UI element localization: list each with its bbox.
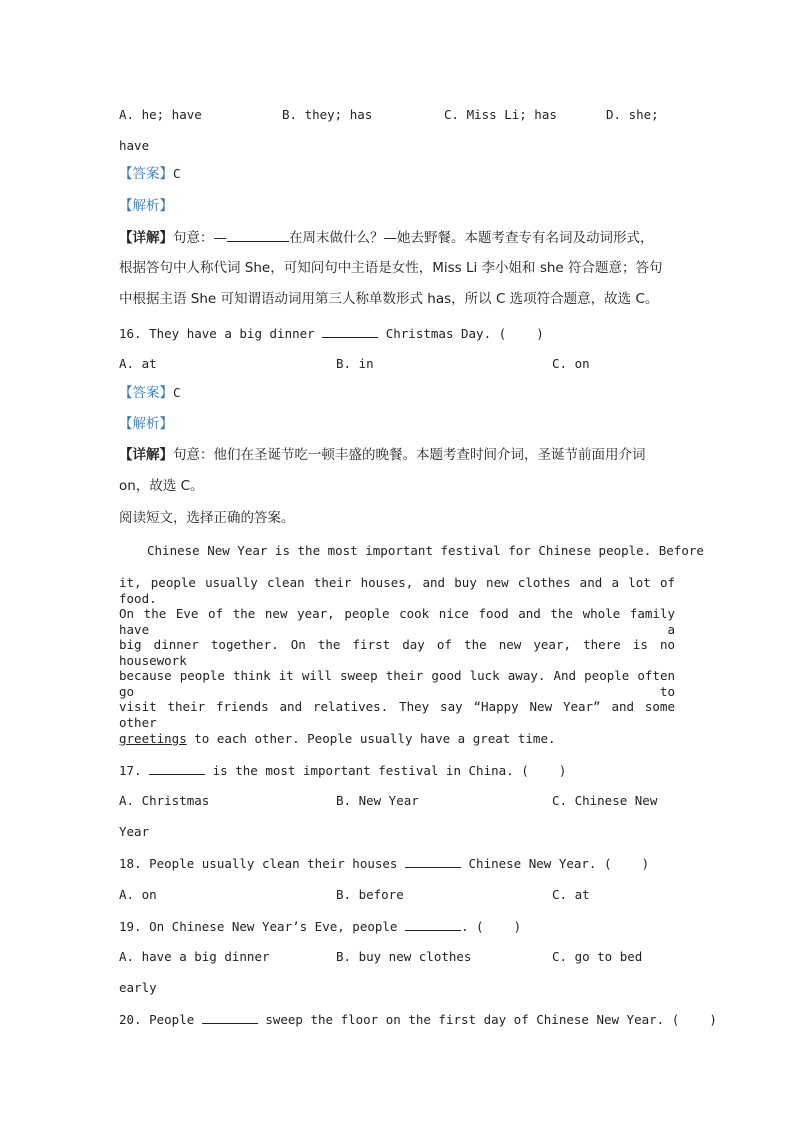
q17-option-wrap: Year [119, 824, 150, 839]
q20-stem [119, 1011, 717, 1028]
passage-text: to each other. People usually have a great time. [186, 731, 556, 746]
q16-stem [119, 325, 544, 342]
q15-option-a: A. he; have [119, 107, 202, 122]
q19-option-c: C. go to bed [552, 949, 643, 964]
q17-option-c: C. Chinese New [552, 793, 658, 808]
answer-value: C [173, 166, 181, 181]
passage-line-3: On the Eve of the new year, people cook nice food and the whole family have a [119, 606, 675, 637]
answer-blank [322, 325, 378, 338]
q18-option-b: B. before [336, 887, 404, 902]
q15-option-b: B. they; has [282, 107, 373, 122]
stem-text: 20. People [119, 1012, 195, 1027]
passage-line-4: big dinner together. On the first day of the new year, there is no housework [119, 637, 675, 668]
q16-analysis [119, 416, 173, 432]
detail-tag: 【详解】 [119, 447, 173, 463]
answer-tag: 【答案】 [119, 166, 173, 182]
q15-answer [119, 166, 181, 182]
answer-blank [405, 855, 461, 868]
q19-stem [119, 918, 521, 935]
answer-blank [149, 762, 205, 775]
answer-blank [405, 918, 461, 931]
q15-option-c: C. Miss Li; has [444, 107, 557, 122]
analysis-tag: 【解析】 [119, 416, 173, 432]
q19-option-b: B. buy new clothes [336, 949, 472, 964]
answer-value: C [173, 385, 181, 400]
analysis-tag: 【解析】 [119, 198, 173, 214]
detail-tag: 【详解】 [119, 230, 173, 246]
q17-stem [119, 762, 566, 779]
detail-text: 在周末做什么？—她去野餐。本题考查专有名词及动词形式， [289, 230, 654, 246]
q18-option-a: A. on [119, 887, 157, 902]
stem-text: . ( ) [460, 919, 522, 934]
q15-analysis [119, 198, 173, 214]
q19-option-wrap: early [119, 980, 157, 995]
stem-text: 19. On Chinese New Year’s Eve, people [119, 919, 398, 934]
stem-text: Christmas Day. ( ) [385, 326, 544, 341]
detail-text: 句意：— [173, 230, 227, 246]
q18-option-c: C. at [552, 887, 590, 902]
stem-text: Chinese New Year. ( ) [468, 856, 650, 871]
q15-option-wrap: have [119, 138, 150, 153]
detail-text: 句意：他们在圣诞节吃一顿丰盛的晚餐。本题考查时间介词，圣诞节前面用介词 [173, 447, 646, 463]
passage-line-2: it, people usually clean their houses, and buy new clothes and a lot of food. [119, 575, 675, 606]
q15-detail-line-1 [119, 229, 654, 246]
q17-option-b: B. New Year [336, 793, 419, 808]
q16-detail-line-1 [119, 447, 646, 463]
passage-line-7 [119, 731, 556, 747]
q16-detail-line-2: on，故选 C。 [119, 478, 204, 494]
passage-line-1: Chinese New Year is the most important festival for Chinese people. Before [147, 543, 704, 558]
passage-line-6: visit their friends and relatives. They say “Happy New Year” and some other [119, 699, 675, 730]
q15-detail-line-3: 中根据主语 She 可知谓语动词用第三人称单数形式 has，所以 C 选项符合题意，故选 C。 [119, 291, 659, 307]
q16-answer [119, 385, 181, 401]
stem-text: 16. They have a big dinner [119, 326, 315, 341]
q16-option-c: C. on [552, 356, 590, 371]
answer-blank [227, 229, 289, 242]
q15-detail-line-2: 根据答句中人称代词 She，可知问句中主语是女性，Miss Li 李小姐和 she 符合题意；答句 [119, 260, 663, 276]
stem-text: 18. People usually clean their houses [119, 856, 398, 871]
underlined-word: greetings [119, 731, 187, 746]
reading-instruction: 阅读短文，选择正确的答案。 [119, 510, 295, 526]
q19-option-a: A. have a big dinner [119, 949, 270, 964]
answer-tag: 【答案】 [119, 385, 173, 401]
q16-option-b: B. in [336, 356, 374, 371]
stem-text: is the most important festival in China. ( ) [212, 763, 567, 778]
stem-text: 17. [119, 763, 142, 778]
q16-option-a: A. at [119, 356, 157, 371]
passage-line-5: because people think it will sweep their good luck away. And people often go to [119, 668, 675, 699]
answer-blank [202, 1011, 258, 1024]
stem-text: sweep the floor on the first day of Chinese New Year. ( ) [265, 1012, 717, 1027]
q17-option-a: A. Christmas [119, 793, 210, 808]
q18-stem [119, 855, 649, 872]
q15-option-d: D. she; [606, 107, 659, 122]
